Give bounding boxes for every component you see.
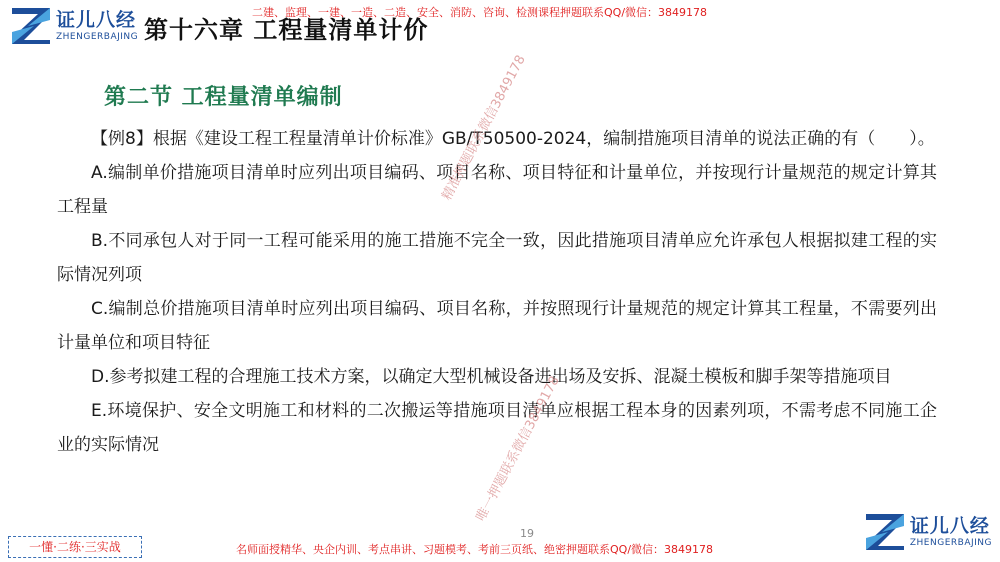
- watermark-text: 精准押题联系微信3849178: [439, 52, 529, 203]
- brand-name-en: ZHENGERBAJING: [909, 537, 992, 548]
- option-d: D.参考拟建工程的合理施工技术方案，以确定大型机械设备进出场及安拆、混凝土模板和脚手架等措施项目: [91, 367, 892, 387]
- watermark-text: 唯一押题联系微信3849178: [473, 373, 563, 524]
- brand-z-icon: [10, 6, 52, 46]
- option-e: E.环境保护、安全文明施工和材料的二次搬运等措施项目清单应根据工程本身的因素列项，不需考虑不同施工企业的实际情况: [57, 401, 937, 455]
- brand-name: 证儿八经: [909, 514, 990, 537]
- section-title: 第二节 工程量清单编制: [104, 85, 343, 110]
- question-stem: 【例8】根据《建设工程工程量清单计价标准》GB/T50500-2024，编制措施项目清单的说法正确的有（ ）。: [91, 129, 935, 149]
- option-c: C.编制总价措施项目清单时应列出项目编码、项目名称，并按照现行计量规范的规定计算其工程量，不需要列出计量单位和项目特征: [57, 299, 937, 353]
- option-b: B.不同承包人对于同一工程可能采用的施工措施不完全一致，因此措施项目清单应允许承包人根据拟建工程的实际情况列项: [57, 231, 937, 285]
- brand-z-icon: [864, 512, 906, 552]
- brand-name-en: ZHENGERBAJING: [56, 31, 139, 42]
- top-promo-banner: 二建、监理、一建、一造、二造、安全、消防、咨询、检测课程押题联系QQ/微信：3849178: [252, 6, 708, 19]
- slogan-box: 一懂·二练·三实战: [8, 536, 142, 558]
- brand-logo: [10, 6, 138, 46]
- chapter-title: 第十六章 工程量清单计价: [144, 16, 429, 44]
- brand-name: 证儿八经: [56, 8, 137, 31]
- option-a: A.编制单价措施项目清单时应列出项目编码、项目名称、项目特征和计量单位，并按现行计量规范的规定计算其工程量: [57, 163, 937, 217]
- question-block: [57, 122, 937, 462]
- brand-logo-bottom: [864, 512, 992, 552]
- bottom-promo-banner: 名师面授精华、央企内训、考点串讲、习题模考、考前三页纸、绝密押题联系QQ/微信：3849178: [236, 543, 714, 556]
- page-number: 19: [520, 527, 534, 540]
